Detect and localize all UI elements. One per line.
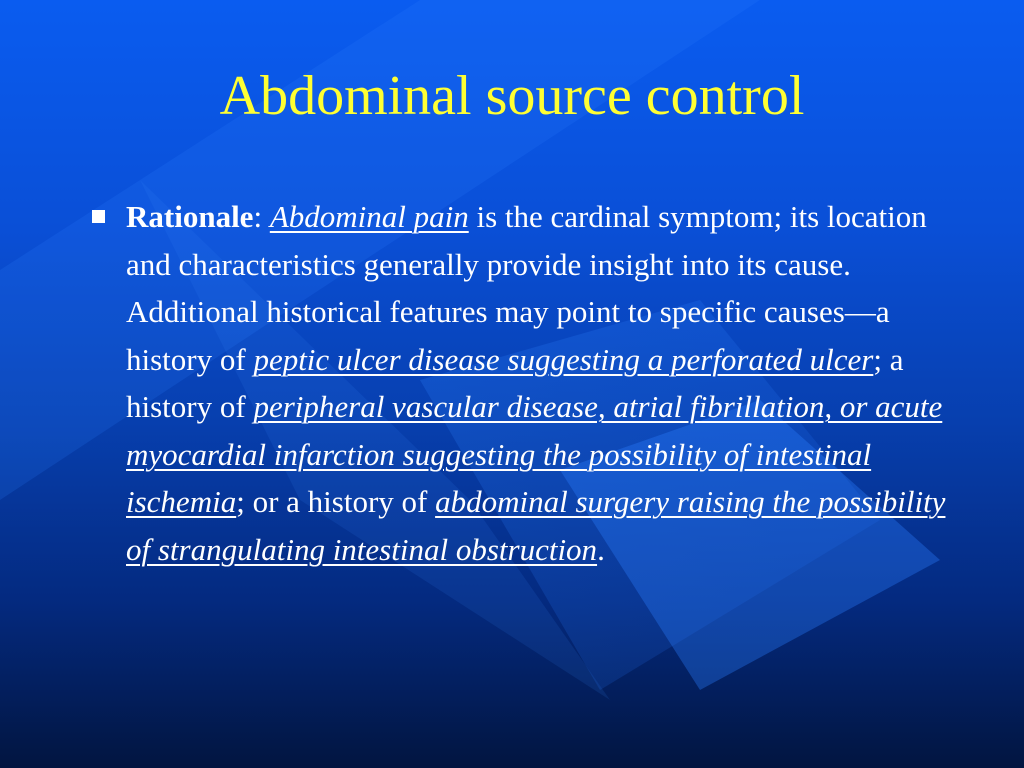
label-separator: : [253,199,270,234]
rationale-label: Rationale [126,199,254,234]
slide-title: Abdominal source control [219,65,805,127]
text-segment-2: ; a history of [126,341,904,424]
term-intestinal-ischemia: peripheral vascular disease, atrial fibrillation, or acute myocardial infarction suggesting the possibility of intestinal ischemia [126,389,943,519]
term-intestinal-obstruction: abdominal surgery raising the possibility of strangulating intestinal obstruction [126,484,946,567]
text-segment-1: is the cardinal symptom; its location and characteristics generally provide insight into its cause. Additional historical features may point to specific causes—a history of [126,199,927,377]
bullet-paragraph [86,193,946,573]
term-peptic-ulcer: peptic ulcer disease suggesting a perforated ulcer [253,341,874,377]
text-segment-3: ; or a history of [236,484,436,519]
slide-body [86,193,946,573]
text-segment-4: . [597,531,605,567]
square-bullet-icon [92,210,105,223]
term-abdominal-pain: Abdominal pain [269,199,469,234]
